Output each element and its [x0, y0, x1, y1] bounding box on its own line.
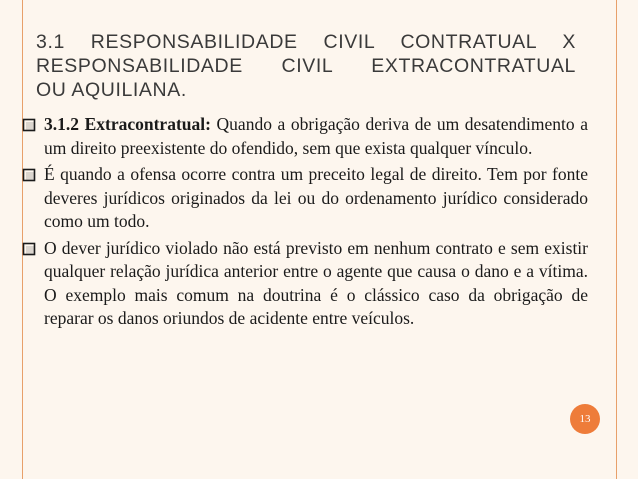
- title-line-1: 3.1 RESPONSABILIDADE CIVIL CONTRATUAL X: [36, 31, 576, 53]
- bullet-text: É quando a ofensa ocorre contra um preceito legal de direito. Tem por fonte deveres jurídicos originados da lei ou do ordenamento jurídico considerado como um todo.: [44, 164, 588, 231]
- bullet-item-1: [20, 113, 588, 160]
- slide-body: [20, 113, 588, 334]
- bullet-text: O dever jurídico violado não está previsto em nenhum contrato e sem existir qualquer relação jurídica anterior entre o agente que causa o dano e a vítima. O exemplo mais comum na doutrina é o clássico caso da obrigação de reparar os danos oriundos de acidente entre veículos.: [44, 237, 588, 328]
- bullet-lead: 3.1.2 Extracontratual:: [44, 114, 211, 134]
- bullet-text: Quando a obrigação deriva de um desatendimento a um direito preexistente do ofendido, sem que exista qualquer vínculo.: [44, 114, 588, 158]
- slide-title: [36, 30, 576, 102]
- hollow-square-bullet-icon: [22, 168, 36, 182]
- hollow-square-bullet-icon: [22, 242, 36, 256]
- bullet-item-3: [20, 237, 588, 331]
- hollow-square-bullet-icon: [22, 118, 36, 132]
- title-line-3: OU AQUILIANA.: [36, 79, 187, 101]
- title-line-2: RESPONSABILIDADE CIVIL EXTRACONTRATUAL: [36, 55, 576, 77]
- right-rule: [616, 0, 617, 479]
- bullet-item-2: [20, 163, 588, 234]
- page-number-badge: 13: [570, 404, 600, 434]
